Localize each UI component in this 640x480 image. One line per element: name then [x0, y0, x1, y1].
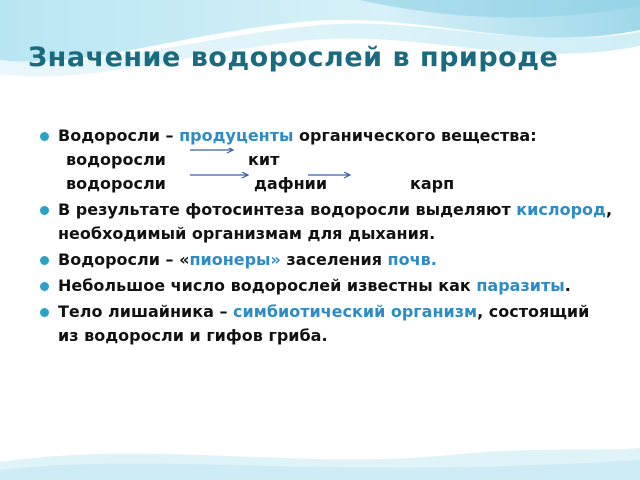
chain-item: карп [410, 174, 455, 193]
highlight-pioneers: пионеры» [189, 250, 281, 269]
text: В результате фотосинтеза водоросли выделяют [58, 200, 517, 219]
food-chain-2 [38, 172, 613, 196]
text: . [564, 276, 571, 295]
text: Водоросли – « [58, 250, 190, 269]
highlight-parasites: паразиты [476, 276, 565, 295]
page-title: Значение водорослей в природе [28, 42, 559, 73]
text: , необходимый организмам для дыхания. [58, 200, 613, 243]
list-item-parasites [38, 274, 613, 298]
highlight-soils: почв. [387, 250, 437, 269]
text: Небольшое число водорослей известны как [58, 276, 477, 295]
chain-item: дафнии [254, 174, 328, 193]
food-chain-1 [38, 148, 613, 172]
highlight-symbiotic: симбиотический организм [233, 302, 478, 321]
text: Водоросли – [58, 126, 180, 145]
list-item-producers [38, 124, 613, 148]
list-item-pioneers [38, 248, 613, 272]
chain-item: водоросли [66, 150, 166, 169]
highlight-producers: продуценты [179, 126, 294, 145]
text: , состоящий из водоросли и гифов гриба. [58, 302, 590, 345]
chain-item: водоросли [66, 174, 166, 193]
bullet-list [38, 124, 613, 348]
highlight-oxygen: кислород [516, 200, 606, 219]
text: Тело лишайника – [58, 302, 234, 321]
list-item-lichen [38, 300, 613, 348]
list-item-oxygen [38, 198, 613, 246]
text: органического вещества: [293, 126, 537, 145]
chain-item: кит [248, 150, 280, 169]
text: заселения [280, 250, 388, 269]
